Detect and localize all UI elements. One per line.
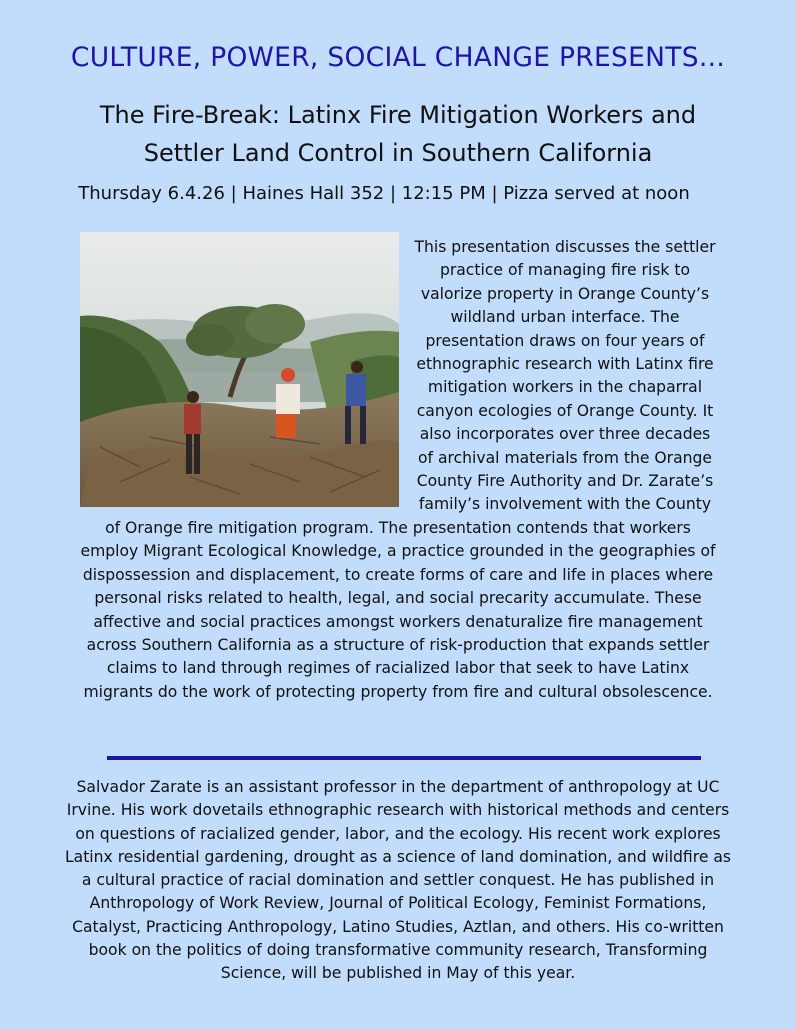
section-divider xyxy=(107,756,701,760)
abstract-text: This presentation discusses the settler practice of managing fire risk to valorize property in Orange County’s wildland urban interface. The presentation draws on four years of ethnographic research with Latinx fire mitigation workers in the chaparral canyon ecologies of Orange County. It also incorporates over three decades of archival materials from the Orange County Fire Authority and Dr. Zarate’s family’s involvement with the County of Orange fire mitigation program. The presentation contends that workers employ Migrant Ecological Knowledge, a practice grounded in the geographies of dispossession and displacement, to create forms of care and life in places where personal risks related to health, legal, and social precarity accumulate. These affective and social practices amongst workers denaturalize fire management across Southern California as a structure of risk-production that expands settler claims to land through regimes of racialized labor that seek to have Latinx migrants do the work of protecting property from fire and cultural obsolescence. xyxy=(80,238,716,701)
event-title: The Fire-Break: Latinx Fire Mitigation Workers and Settler Land Control in Southern California xyxy=(99,101,697,167)
speaker-bio: Salvador Zarate is an assistant professor in the department of anthropology at UC Irvine. His work dovetails ethnographic research with historical methods and centers on questions of racialized gender, labor, and the ecology. His recent work explores Latinx residential gardening, drought as a science of land domination, and wildfire as a cultural practice of racial domination and settler conquest. He has published in Anthropology of Work Review, Journal of Political Ecology, Feminist Formations, Catalyst, Practicing Anthropology, Latino Studies, Aztlan, and others. His co-written book on the politics of doing transformative community research, Transforming Science, will be published in May of this year. xyxy=(64,778,732,983)
series-heading: CULTURE, POWER, SOCIAL CHANGE PRESENTS... xyxy=(70,42,726,73)
abstract-paragraph xyxy=(80,236,716,704)
photo-wrap-spacer xyxy=(80,236,414,514)
event-details: Thursday 6.4.26 | Haines Hall 352 | 12:15 PM | Pizza served at noon xyxy=(78,183,690,204)
